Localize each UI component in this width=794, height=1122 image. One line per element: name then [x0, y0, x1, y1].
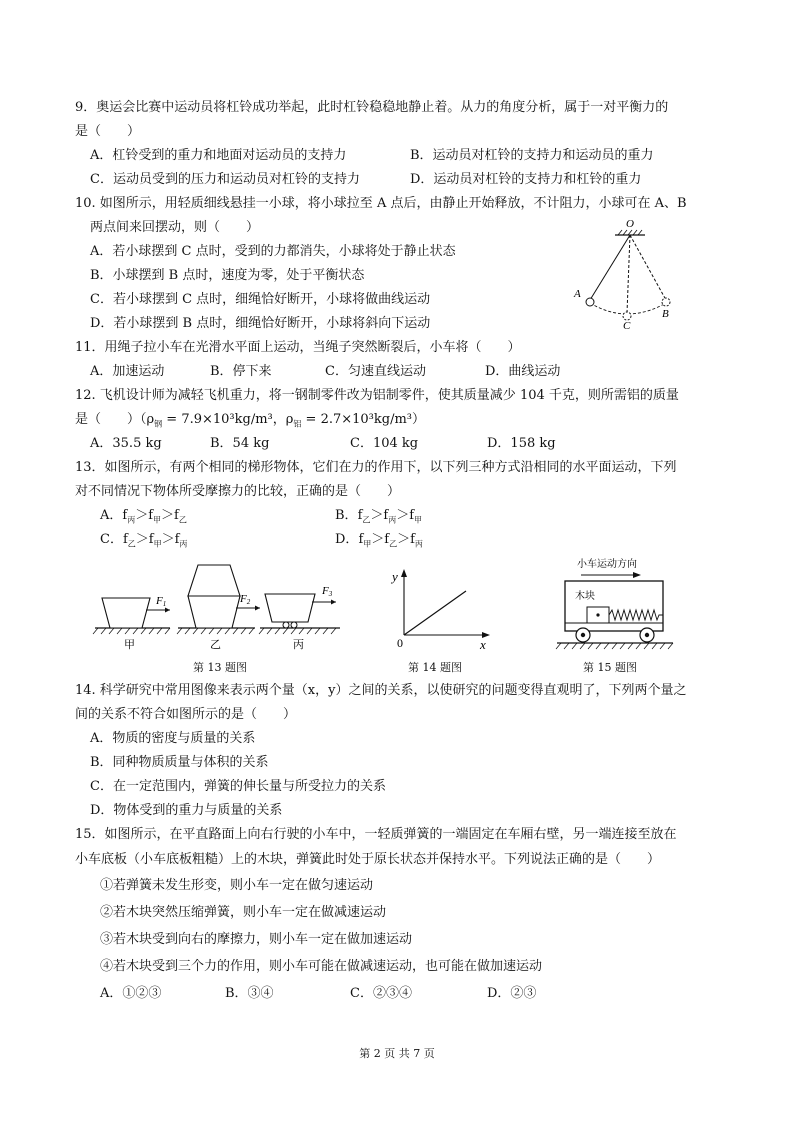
cart-direction-label: 小车运动方向 — [577, 559, 637, 570]
figure-label-jia: 甲 — [124, 638, 135, 651]
q13-stem-line2: 对不同情况下物体所受摩擦力的比较，正确的是（ ） — [75, 484, 401, 499]
figure-13-caption: 第 13 题图 — [193, 661, 247, 674]
graph-label-x: x — [480, 637, 486, 650]
q12-option-c: C．104 kg — [350, 436, 419, 451]
q10-option-b: B．小球摆到 B 点时，速度为零，处于平衡状态 — [90, 268, 365, 283]
q12-stem-line2: 是（ ）（$\rho_钢 = 7.9\times 10^3kg/m^3$，$\rho_铝 = 2.7\times 10^3kg/m^3$） — [75, 412, 426, 429]
pendulum-figure — [570, 215, 680, 330]
graph-label-y: y — [392, 569, 398, 584]
block-label: 木块 — [575, 591, 595, 602]
q15-option-c: C．②③④ — [350, 986, 412, 1001]
q14-stem-line2: 间的关系不符合如图所示的是（ ） — [75, 707, 297, 722]
q9-stem-line1: 9．奥运会比赛中运动员将杠铃成功举起，此时杠铃稳稳地静止着。从力的角度分析，属于一对平衡力的 — [75, 100, 669, 115]
q15-option-a: A．①②③ — [100, 986, 162, 1001]
q13-option-a: A．$f_丙>f_甲>f_乙$ — [100, 508, 187, 525]
q15-option-d: D．②③ — [487, 986, 537, 1001]
q11-option-b: B．停下来 — [210, 364, 272, 379]
q12-option-b: B．54 kg — [210, 436, 270, 451]
q14-option-a: A．物质的密度与质量的关系 — [90, 731, 256, 746]
q10-stem-line1: 10. 如图所示，用轻质细线悬挂一小球，将小球拉至 A 点后，由静止开始释放，不计阻力，小球可在 A、B — [75, 196, 687, 211]
q15-stem-line2: 小车底板（小车底板粗糙）上的木块，弹簧此时处于原长状态并保持水平。下列说法正确的是（ ） — [75, 852, 661, 867]
q10-stem-line2: 两点间来回摆动，则（ ） — [90, 220, 260, 235]
q15-stem-line1: 15．如图所示，在平直路面上向右行驶的小车中，一轻质弹簧的一端固定在车厢右壁，另一端连接至放在 — [75, 827, 677, 842]
xy-graph-figure — [390, 565, 500, 650]
q9-stem-line2: 是（ ） — [75, 124, 141, 139]
figure-15-caption: 第 15 题图 — [583, 661, 637, 674]
q13-option-b: B．$f_乙>f_丙>f_甲$ — [335, 508, 422, 525]
q13-option-d: D．$f_甲>f_乙>f_丙$ — [335, 532, 423, 549]
q11-option-d: D．曲线运动 — [485, 364, 561, 379]
pendulum-label-o: O — [626, 218, 634, 230]
page-footer: 第 2 页 共 7 页 — [359, 1047, 435, 1060]
q14-option-c: C．在一定范围内，弹簧的伸长量与所受拉力的关系 — [90, 779, 386, 794]
graph-label-origin: 0 — [397, 636, 403, 650]
q15-statement-4: ④若木块受到三个力的作用，则小车可能在做减速运动，也可能在做加速运动 — [100, 959, 543, 974]
q14-stem-line1: 14. 科学研究中常用图像来表示两个量（x，y）之间的关系，以使研究的问题变得直观明了，下列两个量之 — [75, 683, 687, 698]
q9-option-d: D．运动员对杠铃的支持力和杠铃的重力 — [410, 172, 642, 187]
q15-option-b: B．③④ — [225, 986, 274, 1001]
q10-option-a: A．若小球摆到 C 点时，受到的力都消失，小球将处于静止状态 — [90, 244, 456, 259]
q15-statement-1: ①若弹簧未发生形变，则小车一定在做匀速运动 — [100, 878, 374, 893]
pendulum-label-c: C — [623, 320, 631, 330]
q9-option-b: B．运动员对杠铃的支持力和运动员的重力 — [410, 148, 654, 163]
q12-stem-line1: 12. 飞机设计师为减轻飞机重力，将一钢制零件改为铝制零件，使其质量减少 104 千克，则所需铝的质量 — [75, 388, 679, 403]
q14-option-b: B．同种物质质量与体积的关系 — [90, 755, 269, 770]
q15-statement-3: ③若木块受到向右的摩擦力，则小车一定在做加速运动 — [100, 932, 413, 947]
q12-option-d: D．158 kg — [487, 436, 556, 451]
q14-option-d: D．物体受到的重力与质量的关系 — [90, 803, 283, 818]
svg-text:F3: F3 — [322, 585, 333, 598]
q13-stem-line1: 13．如图所示，有两个相同的梯形物体，它们在力的作用下，以下列三种方式沿相同的水平面运动，下列 — [75, 460, 677, 475]
q12-option-a: A．35.5 kg — [90, 436, 162, 451]
q13-option-c: C．$f_乙>f_甲>f_丙$ — [100, 532, 188, 549]
pendulum-label-a: A — [574, 288, 581, 300]
q9-option-c: C．运动员受到的压力和运动员对杠铃的支持力 — [90, 172, 360, 187]
q15-statement-2: ②若木块突然压缩弹簧，则小车一定在做减速运动 — [100, 905, 387, 920]
figure-label-bing: 丙 — [293, 638, 304, 651]
q10-option-c: C．若小球摆到 C 点时，细绳恰好断开，小球将做曲线运动 — [90, 292, 431, 307]
svg-text:F2: F2 — [240, 593, 251, 606]
svg-text:F1: F1 — [156, 595, 167, 608]
pendulum-label-b: B — [662, 308, 669, 320]
q11-option-a: A．加速运动 — [90, 364, 165, 379]
q11-stem: 11．用绳子拉小车在光滑水平面上运动，当绳子突然断裂后，小车将（ ） — [75, 340, 521, 355]
cart-figure — [555, 555, 675, 655]
q9-option-a: A．杠铃受到的重力和地面对运动员的支持力 — [90, 148, 347, 163]
figure-label-yi: 乙 — [210, 638, 221, 651]
q10-option-d: D．若小球摆到 B 点时，细绳恰好断开，小球将斜向下运动 — [90, 316, 431, 331]
friction-figure — [90, 560, 360, 655]
q11-option-c: C．匀速直线运动 — [325, 364, 426, 379]
figure-14-caption: 第 14 题图 — [408, 661, 462, 674]
